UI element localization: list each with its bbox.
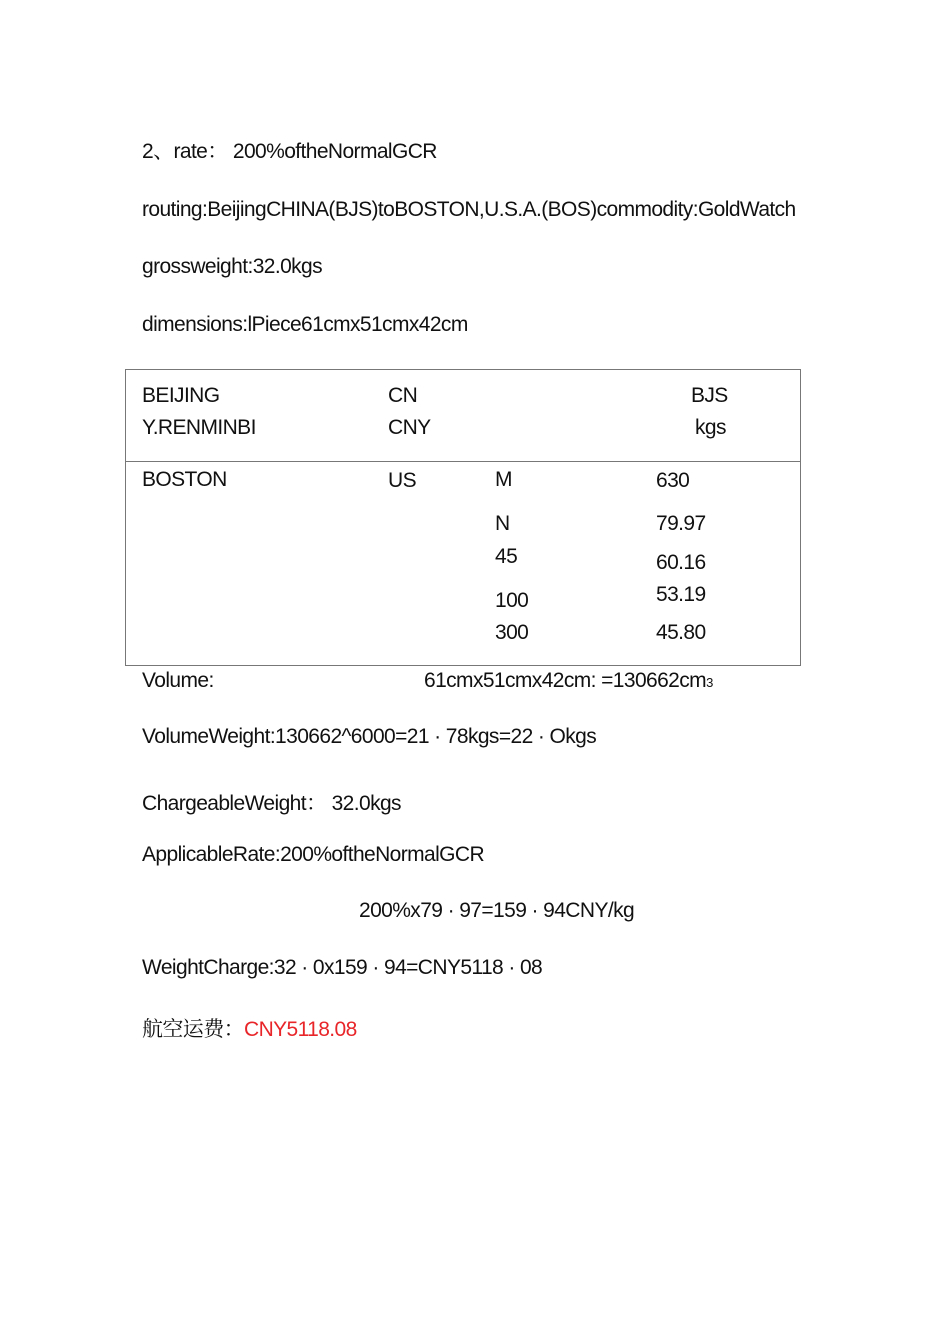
rate-line: 2、rate： 200%oftheNormalGCR	[142, 140, 437, 163]
air-freight-label: 航空运费：	[142, 1018, 244, 1041]
weight-charge-line: WeightCharge:32 · 0x159 · 94=CNY5118 · 08	[142, 956, 543, 979]
origin-weight-unit: kgs	[695, 416, 726, 439]
origin-airport-code: BJS	[691, 384, 728, 407]
rate-formula-line: 200%x79 · 97=159 · 94CNY/kg	[359, 899, 635, 922]
origin-city: BEIJING	[142, 384, 220, 407]
volume-value	[424, 669, 713, 693]
rate-code-normal: N	[495, 512, 510, 535]
air-freight-line	[142, 1013, 357, 1043]
dimensions-line: dimensions:lPiece61cmx51cmx42cm	[142, 313, 468, 336]
rate-table	[125, 369, 801, 666]
rate-value-100: 53.19	[656, 583, 706, 606]
air-freight-value: CNY5118.08	[244, 1018, 357, 1041]
origin-currency-name: Y.RENMINBI	[142, 416, 256, 439]
rate-code-45: 45	[495, 545, 518, 568]
destination-city: BOSTON	[142, 468, 227, 491]
chargeable-weight-line: ChargeableWeight： 32.0kgs	[142, 792, 401, 815]
rate-value-minimum: 630	[656, 469, 690, 492]
rate-value-45: 60.16	[656, 551, 706, 574]
volume-label: Volume:	[142, 669, 214, 692]
volume-unit-exponent: 3	[706, 675, 714, 690]
origin-currency-code: CNY	[388, 416, 431, 439]
rate-code-300: 300	[495, 621, 529, 644]
table-divider	[126, 461, 800, 462]
rate-code-minimum: M	[495, 468, 512, 491]
gross-weight-line: grossweight:32.0kgs	[142, 255, 323, 278]
origin-country-code: CN	[388, 384, 418, 407]
rate-value-300: 45.80	[656, 621, 706, 644]
volume-formula: 61cmx51cmx42cm: =130662cm	[424, 669, 707, 692]
routing-line: routing:BeijingCHINA(BJS)toBOSTON,U.S.A.(BOS)commodity:GoldWatch	[142, 198, 796, 221]
destination-country-code: US	[388, 469, 416, 492]
rate-value-normal: 79.97	[656, 512, 706, 535]
volume-weight-line: VolumeWeight:130662^6000=21 · 78kgs=22 · Okgs	[142, 725, 597, 748]
applicable-rate-line: ApplicableRate:200%oftheNormalGCR	[142, 843, 485, 866]
rate-code-100: 100	[495, 589, 529, 612]
